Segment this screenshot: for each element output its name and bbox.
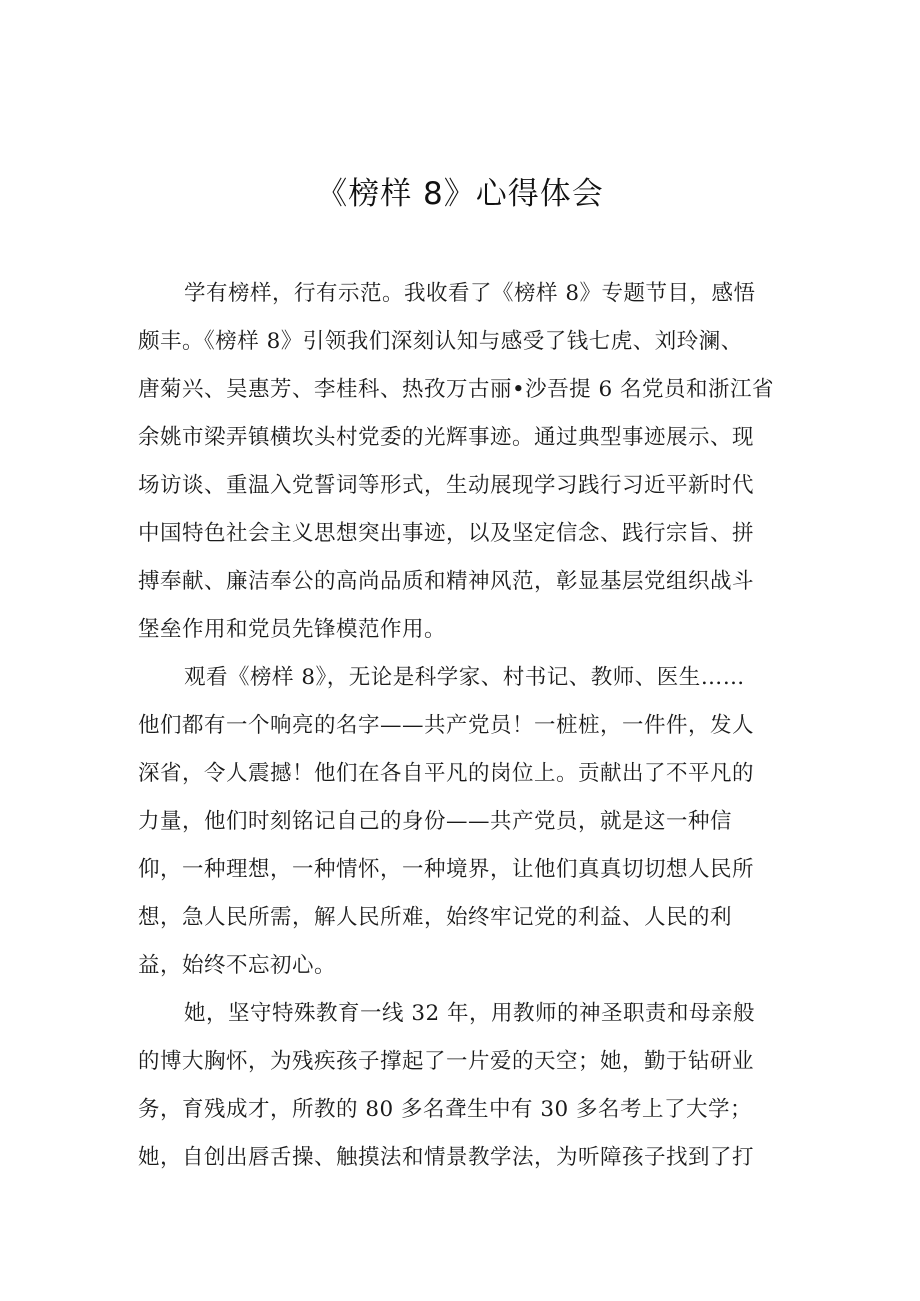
text-line: 中国特色社会主义思想突出事迹，以及坚定信念、践行宗旨、拼 <box>138 521 755 546</box>
text-line: 堡垒作用和党员先锋模范作用。 <box>138 617 447 642</box>
document-body <box>138 270 786 1182</box>
text-line: 余姚市梁弄镇横坎头村党委的光辉事迹。通过典型事迹展示、现 <box>138 425 755 450</box>
text-line: 深省，令人震撼！他们在各自平凡的岗位上。贡献出了不平凡的 <box>138 761 755 786</box>
document-title: 《榜样 8》心得体会 <box>316 176 604 212</box>
text-line: 搏奉献、廉洁奉公的高尚品质和精神风范，彰显基层党组织战斗 <box>138 569 755 594</box>
paragraph-3 <box>138 990 786 1182</box>
text-line: 颇丰。《榜样 8》引领我们深刻认知与感受了钱七虎、刘玲澜、 <box>138 329 743 354</box>
text-line: 益，始终不忘初心。 <box>138 953 337 978</box>
text-line: 务，育残成才，所教的 80 多名聋生中有 30 多名考上了大学； <box>138 1097 753 1122</box>
text-line: 想，急人民所需，解人民所难，始终牢记党的利益、人民的利 <box>138 905 733 930</box>
text-line: 学有榜样，行有示范。我收看了《榜样 8》专题节目，感悟 <box>184 281 756 306</box>
text-line: 力量，他们时刻铭记自己的身份——共产党员，就是这一种信 <box>138 809 733 834</box>
text-line: 观看《榜样 8》，无论是科学家、村书记、教师、医生…… <box>184 665 745 690</box>
text-line: 她，自创出唇舌操、触摸法和情景教学法，为听障孩子找到了打 <box>138 1145 755 1170</box>
paragraph-2 <box>138 654 786 990</box>
text-line: 唐菊兴、吴惠芳、李桂科、热孜万古丽•沙吾提 6 名党员和浙江省 <box>138 377 775 402</box>
text-line: 他们都有一个响亮的名字——共产党员！一桩桩，一件件，发人 <box>138 713 755 738</box>
paragraph-1 <box>138 270 786 654</box>
text-line: 她，坚守特殊教育一线 32 年，用教师的神圣职责和母亲般 <box>184 1001 756 1026</box>
text-line: 仰，一种理想，一种情怀，一种境界，让他们真真切切想人民所 <box>138 857 755 882</box>
text-line: 场访谈、重温入党誓词等形式，生动展现学习践行习近平新时代 <box>138 473 755 498</box>
text-line: 的博大胸怀，为残疾孩子撑起了一片爱的天空；她，勤于钻研业 <box>138 1049 755 1074</box>
